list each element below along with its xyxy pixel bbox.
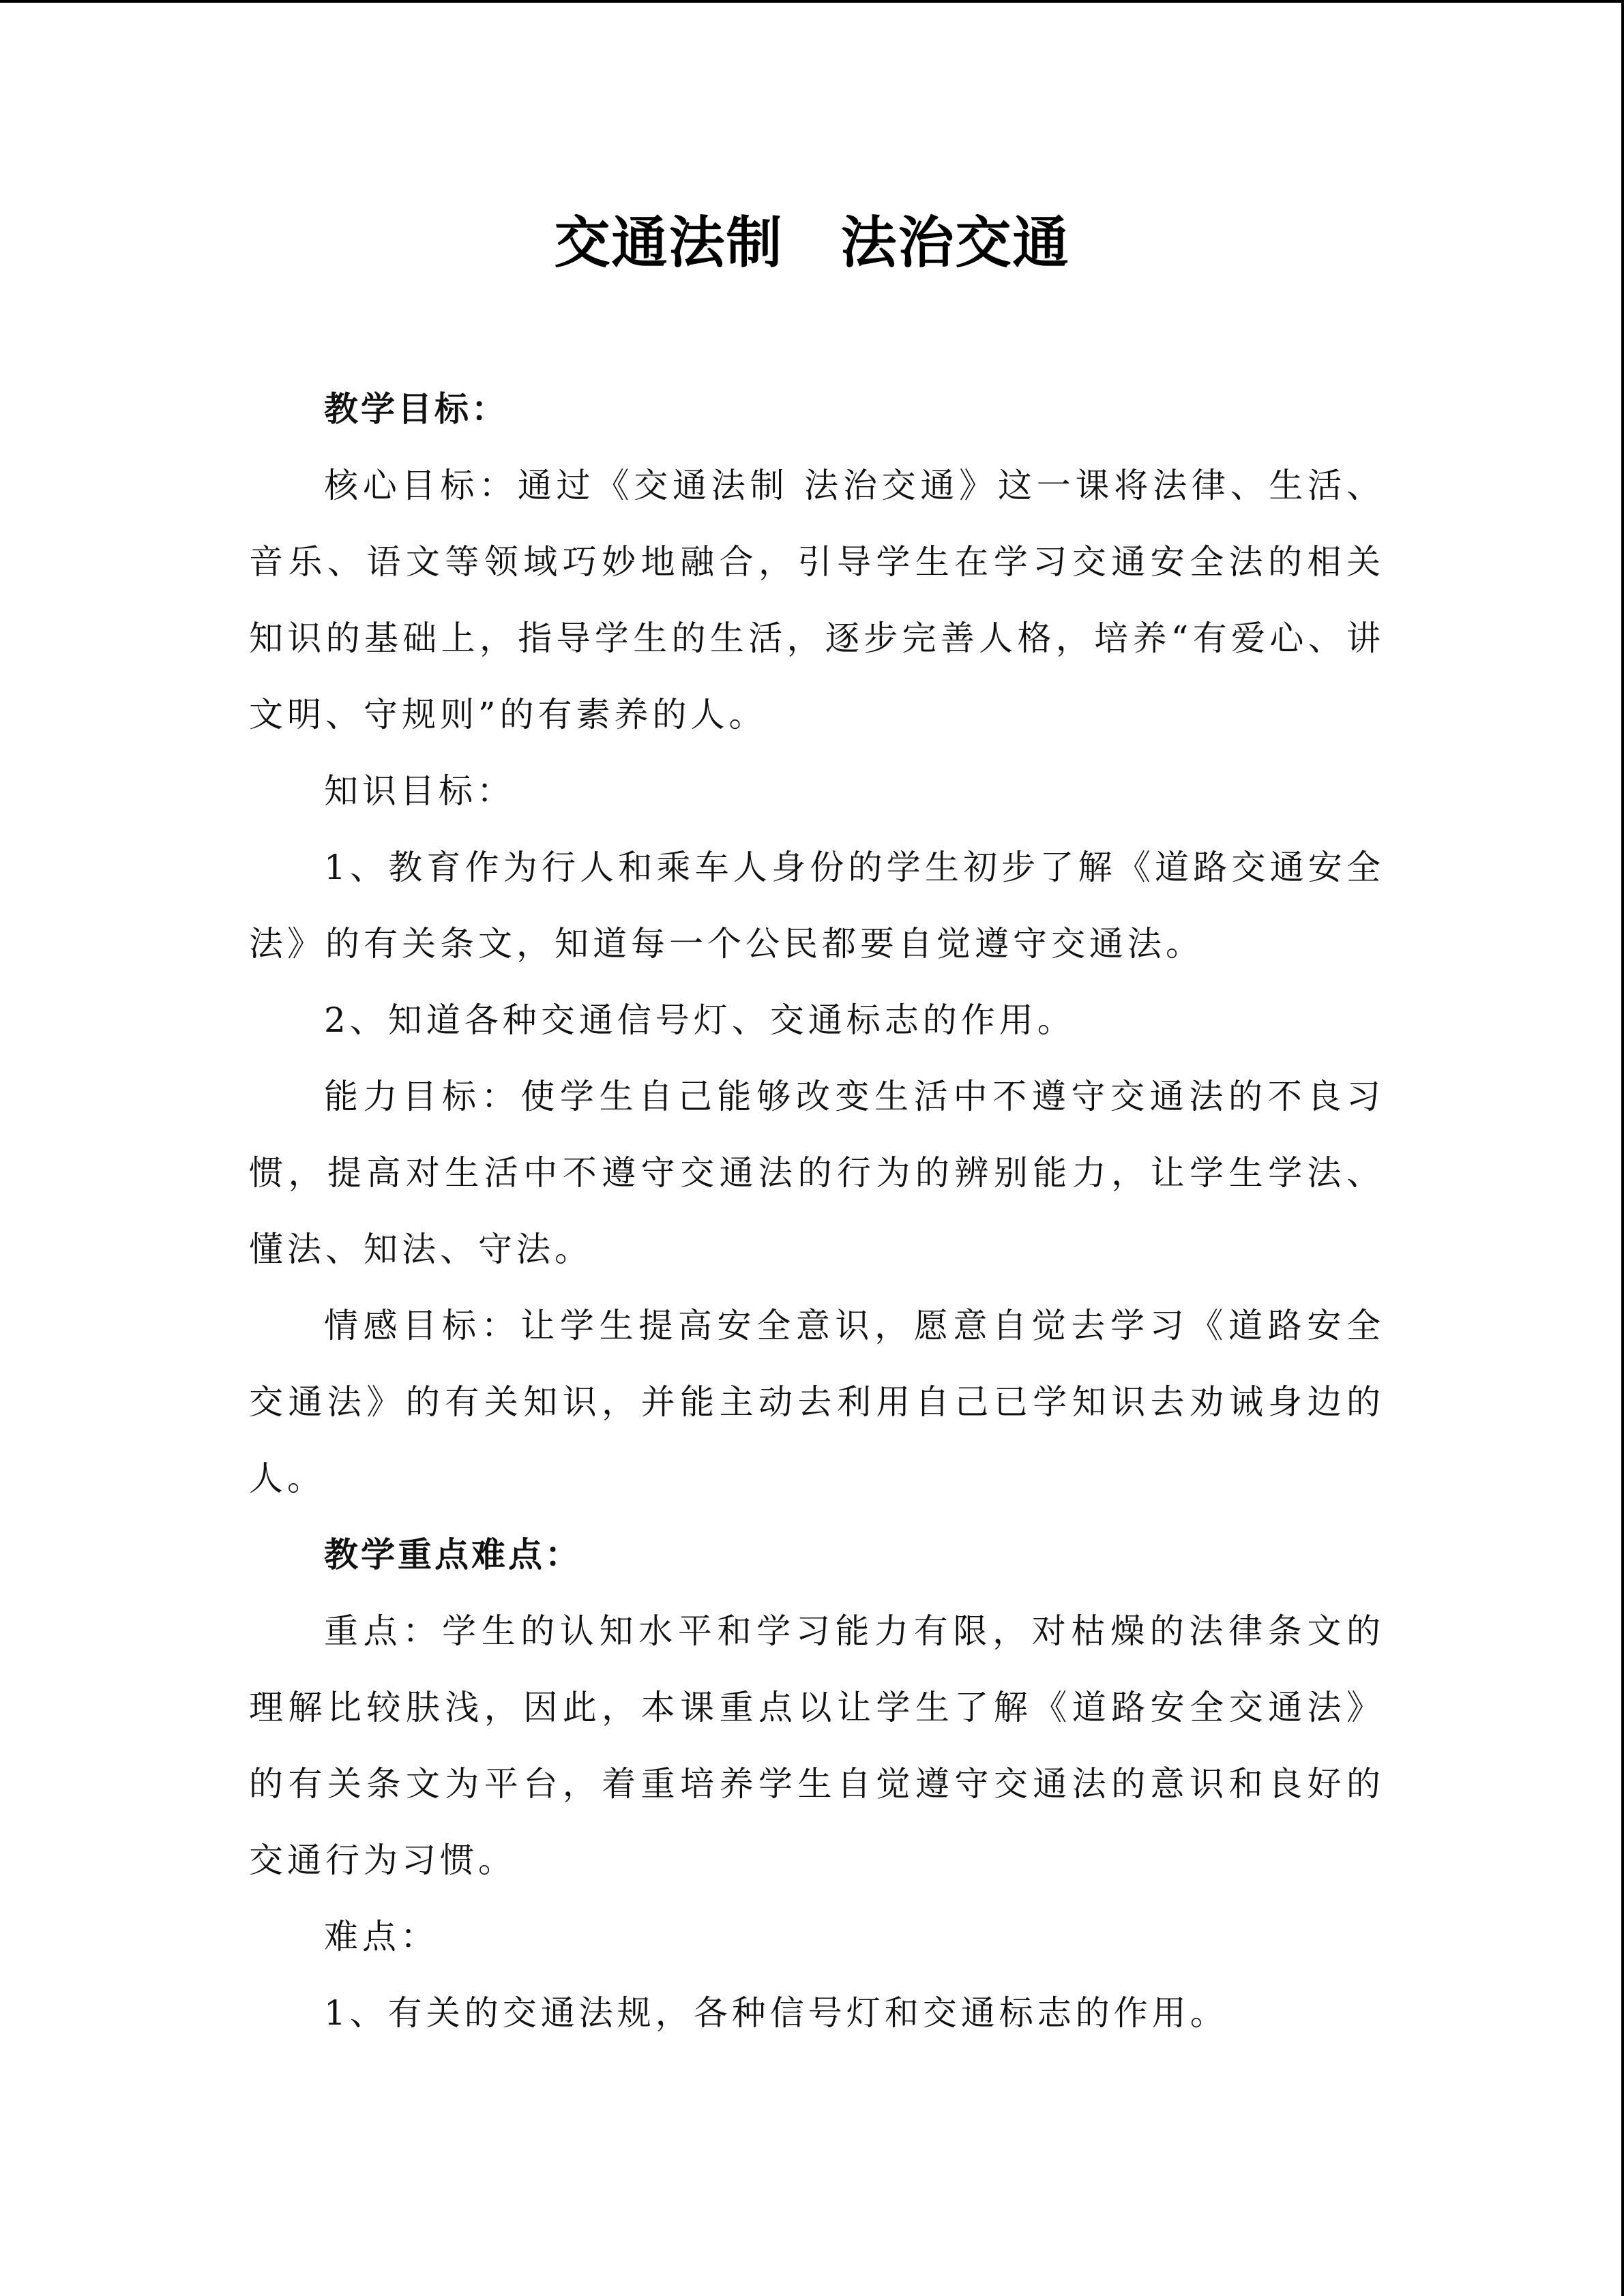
paragraph: 2、知道各种交通信号灯、交通标志的作用。	[324, 1000, 1076, 1040]
paragraph: 难点：	[324, 1917, 439, 1956]
paragraph: 1、有关的交通法规，各种信号灯和交通标志的作用。	[324, 1993, 1228, 2033]
document-title: 交通法制 法治交通	[554, 210, 1070, 275]
paragraph: 情感目标：让学生提高安全意识，愿意自觉去学习《道路安全交通法》的有关知识，并能主动去利用自己已学知识去劝诫身边的人。	[249, 1306, 1385, 1498]
paragraph: 知识目标：	[324, 771, 515, 811]
paragraph: 重点：学生的认知水平和学习能力有限，对枯燥的法律条文的理解比较肤浅，因此，本课重点以让学生了解《道路安全交通法》的有关条文为平台，着重培养学生自觉遵守交通法的意识和良好的交通行为习惯。	[249, 1611, 1385, 1880]
paragraph: 1、教育作为行人和乘车人身份的学生初步了解《道路交通安全法》的有关条文，知道每一个公民都要自觉遵守交通法。	[249, 848, 1385, 964]
document-body	[249, 371, 1385, 2051]
section-heading: 教学目标：	[324, 389, 508, 429]
section-heading: 教学重点难点：	[324, 1534, 582, 1575]
paragraph: 核心目标：通过《交通法制 法治交通》这一课将法律、生活、音乐、语文等领域巧妙地融合，引导学生在学习交通安全法的相关知识的基础上，指导学生的生活，逐步完善人格，培养“有爱心、讲文明、守规则”的有素养的人。	[249, 466, 1385, 734]
paragraph: 能力目标：使学生自己能够改变生活中不遵守交通法的不良习惯，提高对生活中不遵守交通法的行为的辨别能力，让学生学法、懂法、知法、守法。	[249, 1077, 1385, 1269]
